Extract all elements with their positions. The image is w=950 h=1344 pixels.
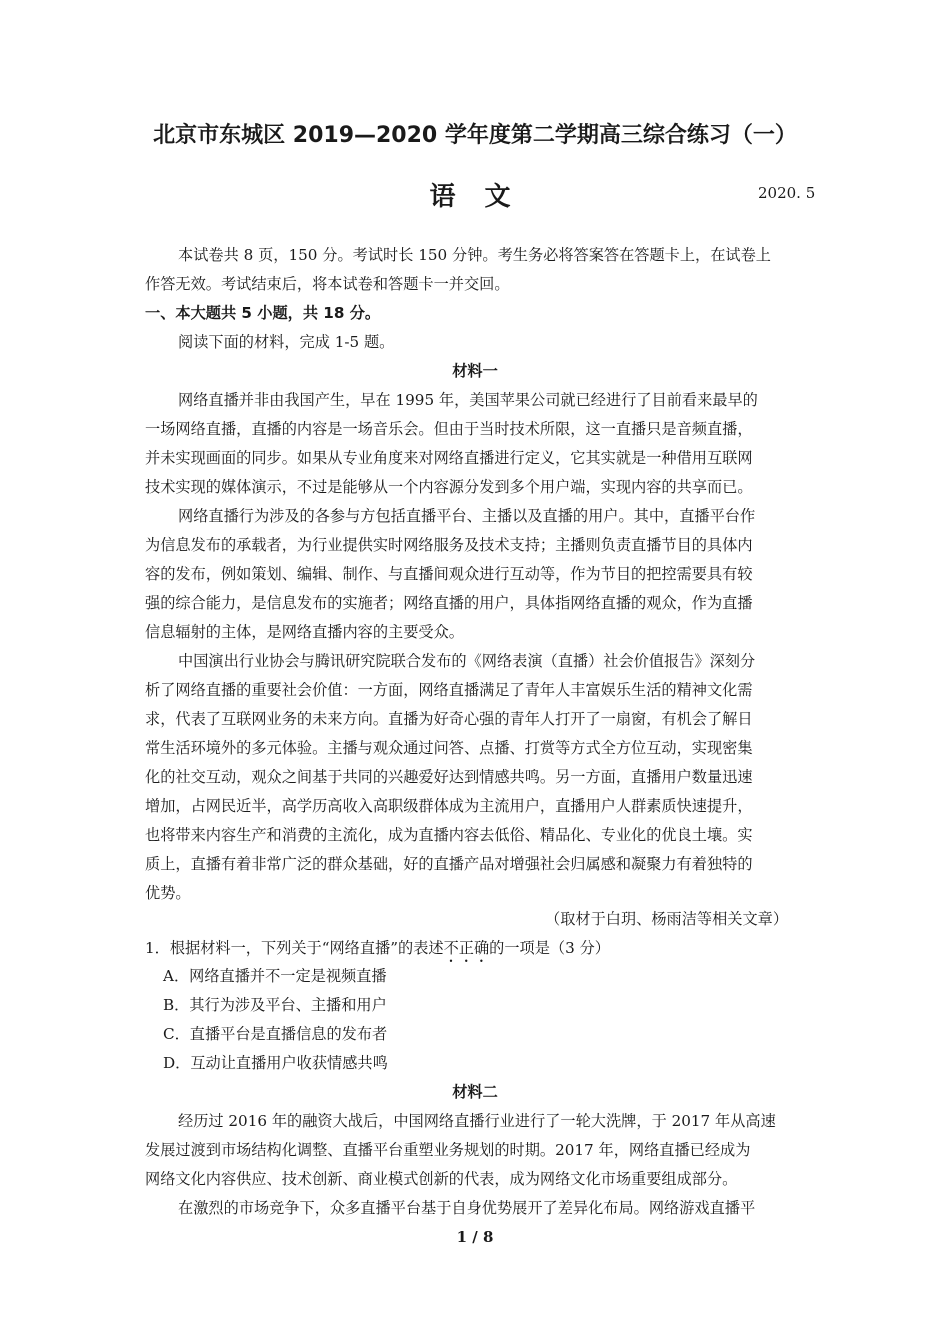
subject-title: 语 文	[429, 182, 521, 212]
material-1-line: 强的综合能力，是信息发布的实施者；网络直播的用户，具体指网络直播的观众，作为直播	[145, 594, 753, 612]
material-1-line: 网络直播行为涉及的各参与方包括直播平台、主播以及直播的用户。其中，直播平台作	[178, 507, 756, 525]
material-1-line: 优势。	[145, 884, 191, 902]
material-1-line: 增加，占网民近半，高学历高收入高职级群体成为主流用户，直播用户人群素质快速提升，	[145, 797, 753, 815]
exam-date: 2020. 5	[758, 184, 816, 202]
material-1-title: 材料一	[452, 362, 498, 380]
material-1-source: （取材于白玥、杨雨洁等相关文章）	[545, 910, 788, 928]
material-1-line: 析了网络直播的重要社会价值：一方面，网络直播满足了青年人丰富娱乐生活的精神文化需	[145, 681, 753, 699]
material-1-line: 为信息发布的承载者，为行业提供实时网络服务及技术支持；主播则负责直播节目的具体内	[145, 536, 753, 554]
question-1-stem-after: 的一项是（3 分）	[489, 939, 610, 957]
material-1-line: 化的社交互动，观众之间基于共同的兴趣爱好达到情感共鸣。另一方面，直播用户数量迅速	[145, 768, 753, 786]
material-1-line: 容的发布，例如策划、编辑、制作、与直播间观众进行互动等，作为节目的把控需要具有较	[145, 565, 753, 583]
question-1-option-b: B．其行为涉及平台、主播和用户	[163, 996, 387, 1014]
material-1-line: 一场网络直播，直播的内容是一场音乐会。但由于当时技术所限，这一直播只是音频直播，	[145, 420, 753, 438]
material-2-line: 在激烈的市场竞争下，众多直播平台基于自身优势展开了差异化布局。网络游戏直播平	[178, 1199, 756, 1217]
material-1-line: 并未实现画面的同步。如果从专业角度来对网络直播进行定义，它其实就是一种借用互联网	[145, 449, 753, 467]
material-1-line: 常生活环境外的多元体验。主播与观众通过问答、点播、打赏等方式全方位互动，实现密集	[145, 739, 753, 757]
exam-title: 北京市东城区 2019—2020 学年度第二学期高三综合练习（一）	[153, 123, 797, 148]
section-instruction: 阅读下面的材料，完成 1-5 题。	[178, 333, 395, 351]
question-1-emphasis: 不正确	[443, 939, 490, 957]
material-1-line: 信息辐射的主体，是网络直播内容的主要受众。	[145, 623, 464, 641]
question-1-option-a: A．网络直播并不一定是视频直播	[163, 967, 387, 985]
material-2-line: 发展过渡到市场结构化调整、直播平台重塑业务规划的时期。2017 年，网络直播已经成为	[145, 1141, 751, 1159]
question-1-option-c: C．直播平台是直播信息的发布者	[163, 1025, 388, 1043]
intro-line-1: 本试卷共 8 页，150 分。考试时长 150 分钟。考生务必将答案答在答题卡上，在试卷上	[178, 246, 771, 264]
question-1-option-d: D．互动让直播用户收获情感共鸣	[163, 1054, 388, 1072]
material-1-line: 质上，直播有着非常广泛的群众基础，好的直播产品对增强社会归属感和凝聚力有着独特的	[145, 855, 753, 873]
section-heading: 一、本大题共 5 小题，共 18 分。	[145, 304, 381, 322]
material-1-line: 也将带来内容生产和消费的主流化，成为直播内容去低俗、精品化、专业化的优良土壤。实	[145, 826, 753, 844]
material-2-line: 经历过 2016 年的融资大战后，中国网络直播行业进行了一轮大洗牌，于 2017 年从高速	[178, 1112, 776, 1130]
material-2-line: 网络文化内容供应、技术创新、商业模式创新的代表，成为网络文化市场重要组成部分。	[145, 1170, 738, 1188]
material-1-line: 技术实现的媒体演示，不过是能够从一个内容源分发到多个用户端，实现内容的共享而已。	[145, 478, 753, 496]
material-2-title: 材料二	[452, 1083, 498, 1101]
intro-line-2: 作答无效。考试结束后，将本试卷和答题卡一并交回。	[145, 275, 510, 293]
material-1-line: 网络直播并非由我国产生，早在 1995 年，美国苹果公司就已经进行了目前看来最早的	[178, 391, 758, 409]
page-number: 1 / 8	[456, 1228, 494, 1246]
material-1-line: 中国演出行业协会与腾讯研究院联合发布的《网络表演（直播）社会价值报告》深刻分	[178, 652, 756, 670]
question-1-stem-before: 1．根据材料一，下列关于“网络直播”的表述	[145, 939, 444, 957]
material-1-line: 求，代表了互联网业务的未来方向。直播为好奇心强的青年人打开了一扇窗，有机会了解日	[145, 710, 753, 728]
